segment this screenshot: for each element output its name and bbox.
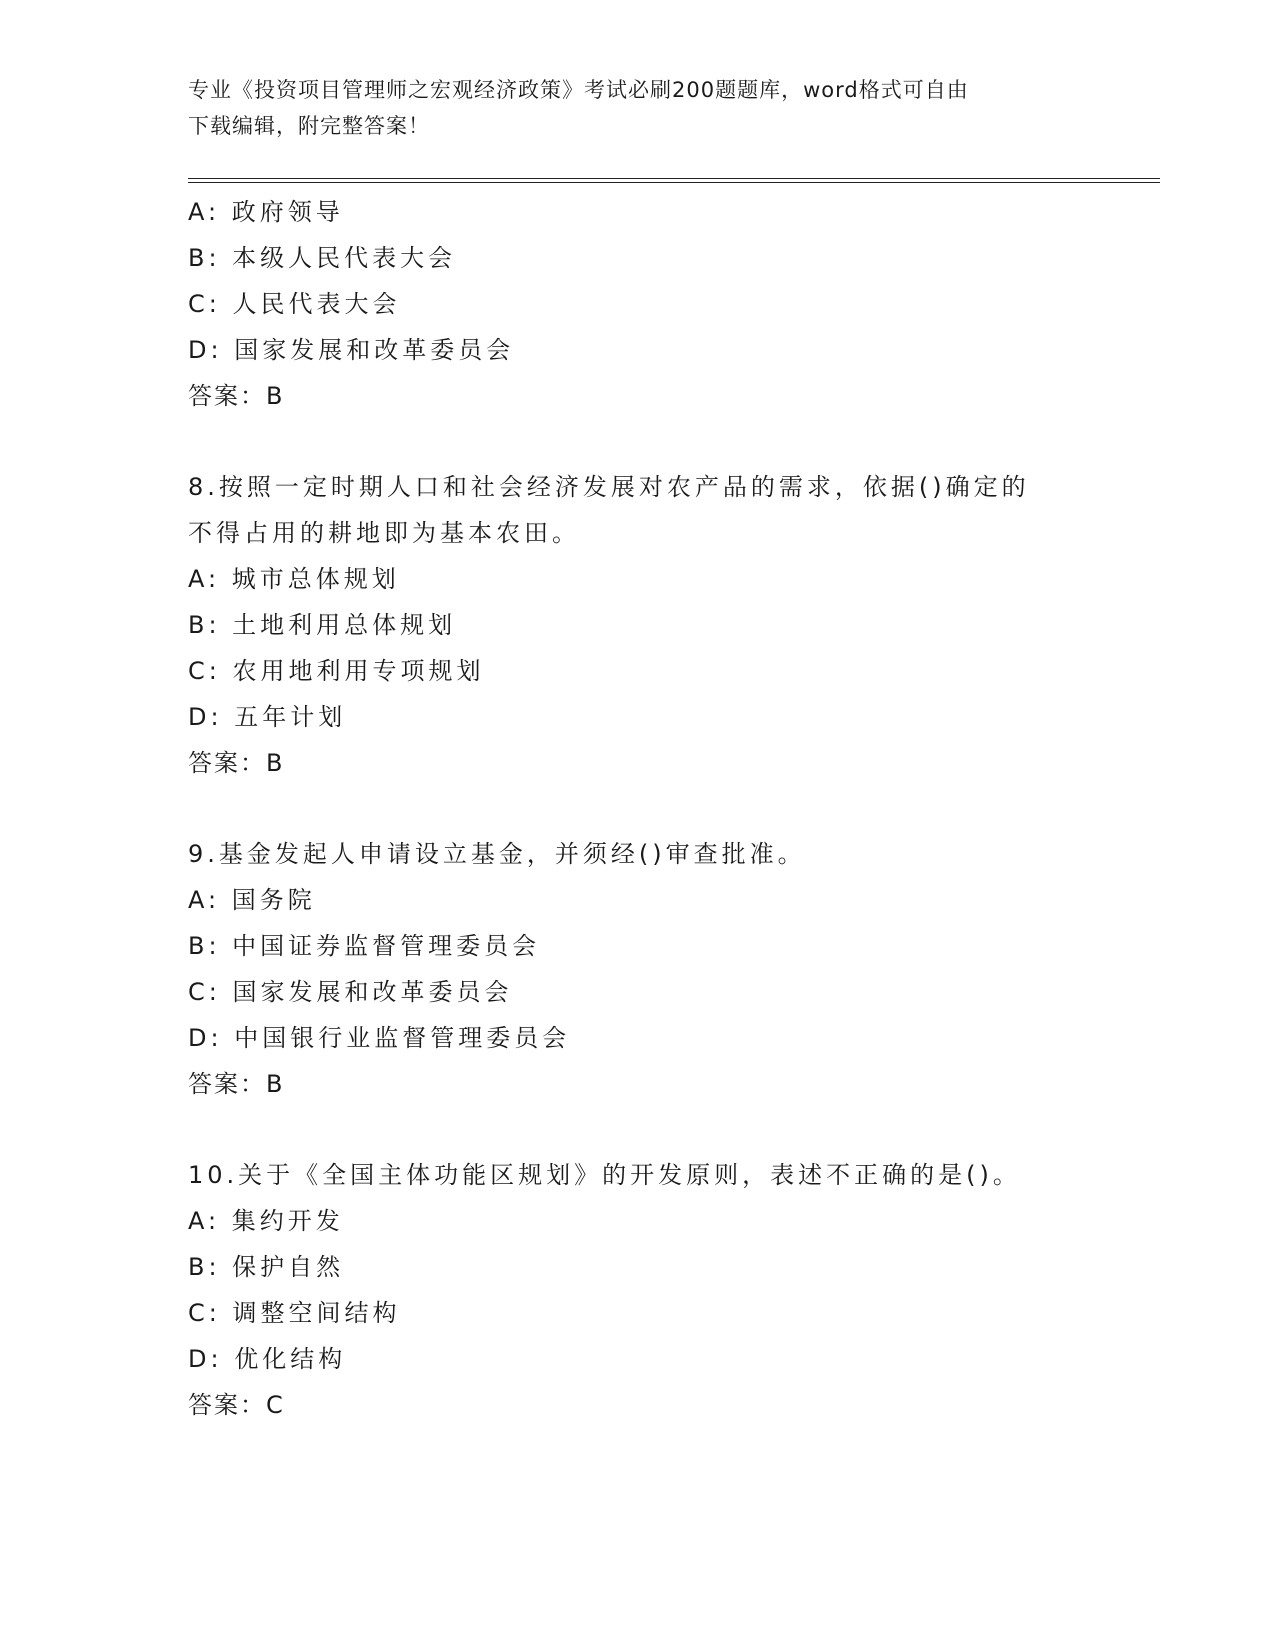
q10-stem-line-1: 10.关于《全国主体功能区规划》的开发原则，表述不正确的是()。 — [188, 1161, 1021, 1189]
q8-option-b: B: 土地利用总体规划 — [188, 611, 457, 639]
q7-option-a: A: 政府领导 — [188, 198, 344, 226]
q8-answer: 答案：B — [188, 749, 285, 777]
q7-option-d: D: 国家发展和改革委员会 — [188, 336, 515, 364]
q8-stem-line-2: 不得占用的耕地即为基本农田。 — [188, 519, 580, 547]
question-8 — [188, 464, 1168, 786]
spacer — [188, 786, 1168, 831]
spacer — [188, 1107, 1168, 1152]
question-7 — [188, 189, 1168, 419]
q7-option-c: C: 人民代表大会 — [188, 290, 401, 318]
q9-option-c: C: 国家发展和改革委员会 — [188, 978, 513, 1006]
document-header — [188, 72, 1088, 144]
q9-option-b: B: 中国证券监督管理委员会 — [188, 932, 541, 960]
q9-option-d: D: 中国银行业监督管理委员会 — [188, 1024, 571, 1052]
q9-answer: 答案：B — [188, 1070, 285, 1098]
header-divider — [188, 178, 1160, 183]
question-10 — [188, 1152, 1168, 1428]
q8-stem-line-1: 8.按照一定时期人口和社会经济发展对农产品的需求，依据()确定的 — [188, 473, 1030, 501]
q10-option-a: A: 集约开发 — [188, 1207, 344, 1235]
q10-option-c: C: 调整空间结构 — [188, 1299, 401, 1327]
header-line-2: 下载编辑，附完整答案！ — [188, 114, 430, 138]
q10-answer: 答案：C — [188, 1391, 285, 1419]
q8-option-d: D: 五年计划 — [188, 703, 347, 731]
header-line-1: 专业《投资项目管理师之宏观经济政策》考试必刷200题题库，word格式可自由 — [188, 78, 969, 102]
question-9 — [188, 831, 1168, 1107]
spacer — [188, 419, 1168, 464]
q7-answer: 答案：B — [188, 382, 285, 410]
q8-option-c: C: 农用地利用专项规划 — [188, 657, 485, 685]
q10-option-b: B: 保护自然 — [188, 1253, 345, 1281]
q9-stem-line-1: 9.基金发起人申请设立基金，并须经()审查批准。 — [188, 840, 806, 868]
q10-option-d: D: 优化结构 — [188, 1345, 347, 1373]
q7-option-b: B: 本级人民代表大会 — [188, 244, 457, 272]
question-list — [188, 189, 1168, 1428]
q8-option-a: A: 城市总体规划 — [188, 565, 400, 593]
q9-option-a: A: 国务院 — [188, 886, 316, 914]
